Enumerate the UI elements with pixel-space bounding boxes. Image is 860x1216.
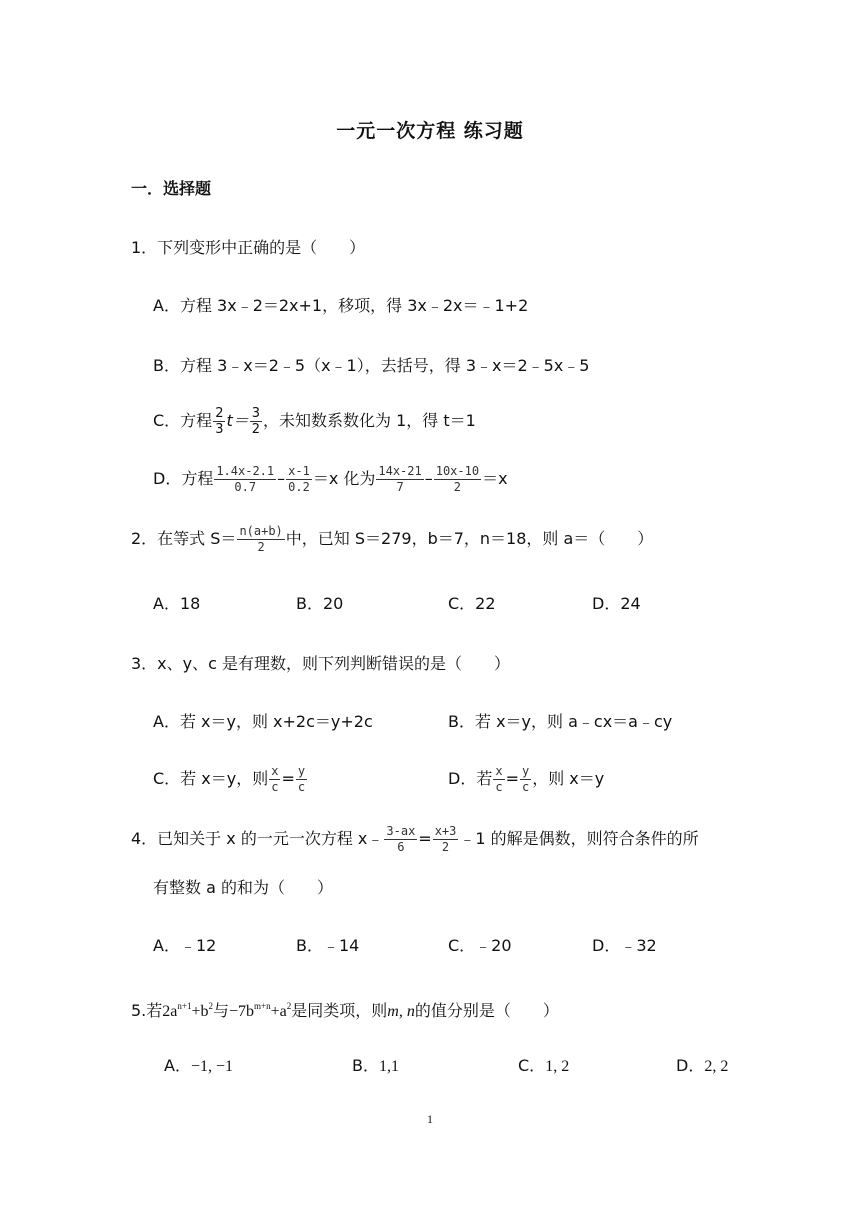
q2-stem-post: 中，已知 S＝279，b＝7，n＝18，则 a＝（ ） [285,529,654,548]
q4-option-b: B．﹣14 [296,936,360,955]
q1-option-c-mid: t＝ [226,411,249,430]
numerator: 2 [215,406,224,421]
option-value: 1,1 [378,1058,399,1075]
q4-stem-post: ﹣1 的解是偶数，则符合条件的所 [459,829,699,848]
q3-option-d-pre: D．若 [448,769,493,788]
exponent: m+n [254,1001,271,1011]
q4-option-d: D．﹣32 [592,936,657,955]
option-label: C． [518,1056,546,1075]
option-value: 1, 2 [545,1058,570,1075]
numerator: x+3 [434,824,457,838]
q5-vars: m, n [387,1003,415,1020]
q2-option-a: A．18 [153,594,201,613]
q1-d-fraction-3 [376,464,423,495]
page-title: 一元一次方程 练习题 [336,120,524,142]
denominator: 6 [397,840,405,854]
q2-option-b: B．20 [296,594,344,613]
numerator: 3 [251,406,261,421]
q4-fraction-1 [384,824,417,855]
q3-option-d: D．若 $\frac{x}{c}$ = $\frac{y}{c}$ ，则 x＝y [448,764,605,794]
numerator: x-1 [288,464,310,478]
denominator: c [495,780,503,794]
page-number: 1 [427,1112,433,1126]
option-label: A． [164,1056,191,1075]
numerator: 3-ax [386,824,416,838]
denominator: c [297,780,306,794]
q1-option-a-label: A．方程 [153,296,212,315]
q1-option-c-tail: ，未知数系数化为 1，得 t＝1 [263,411,476,430]
q4-fraction-2 [433,824,459,855]
q1-c-fraction-1 [213,406,225,437]
q1-option-a-text: 3x﹣2＝2x+1，移项，得 3x﹣2x＝﹣1+2 [217,296,529,315]
q4-stem: 4．已知关于 x 的一元一次方程 x﹣ $\frac{3-ax}{6}$ = $\frac{x+3}{2}$ ﹣1 的解是偶数，则符合条件的所 [131,824,699,854]
denominator: 7 [396,480,404,494]
q1-stem: 1．下列变形中正确的是（ ） [131,238,366,257]
denominator: c [521,780,530,794]
q3-option-a: A．若 x＝y，则 x+2c＝y+2c [153,712,373,731]
numerator: 1.4x-2.1 [216,464,275,478]
q1-option-b-label: B．方程 [153,356,212,375]
q5-stem-post1: 是同类项，则 [291,1001,388,1020]
q1-option-c-label: C．方程 [153,411,213,430]
q3-option-d-post: ，则 x＝y [532,769,605,788]
denominator: 0.7 [234,480,257,494]
q1-option-d-label: D．方程 [153,469,214,488]
denominator: 0.2 [288,480,310,494]
q5-option-c [518,1054,569,1079]
section-heading: 一．选择题 [131,179,212,198]
q1-option-b [153,354,589,378]
q5-option-d [676,1054,728,1079]
q1-option-b-text: 3﹣x＝2﹣5（x﹣1），去括号，得 3﹣x＝2﹣5x﹣5 [217,356,590,375]
q1-d-fraction-2 [286,464,312,495]
term: 2a [162,1003,178,1020]
denominator: 2 [251,422,261,437]
denominator: 2 [257,540,265,554]
q4-option-a: A．﹣12 [153,936,217,955]
q1-c-fraction-2 [250,406,262,437]
option-label: B． [352,1056,379,1075]
denominator: 3 [215,422,224,437]
q2-fraction [237,524,284,555]
denominator: 2 [453,480,462,494]
q5-stem-pre: 5.若 [131,1001,163,1020]
q1-d-fraction-1 [214,464,276,495]
q1-option-a [153,294,528,318]
q3-option-c-pre: C．若 x＝y，则 [153,769,269,788]
q5-stem [131,994,559,1024]
q5-term-2 [229,1003,291,1020]
numerator: y [521,764,530,778]
q3-option-c: C．若 x＝y，则 $\frac{x}{c}$ = $\frac{y}{c}$ [153,764,306,794]
term: +a [270,1003,287,1020]
numerator: y [297,764,306,778]
q3-c-fraction-2 [296,764,307,795]
term: +b [191,1003,209,1020]
q1-d-fraction-4 [434,464,481,495]
q1-option-c [153,406,476,437]
q3-option-b: B．若 x＝y，则 a﹣cx＝a﹣cy [448,712,673,731]
q4-option-c: C．﹣20 [448,936,512,955]
numerator: 14x-21 [378,464,422,478]
q3-d-fraction-2 [520,764,531,795]
q2-stem [131,524,653,555]
q3-d-fraction-1 [493,764,504,795]
q5-stem-post2: 的值分别是（ ） [414,1001,559,1020]
numerator: x [271,764,279,778]
q4-stem-pre: 4．已知关于 x 的一元一次方程 x﹣ [131,829,384,848]
q2-option-d: D．24 [592,594,641,613]
option-value: −1, −1 [190,1058,233,1075]
exponent: 2 [208,1001,213,1011]
denominator: c [271,780,279,794]
numerator: x [495,764,503,778]
option-label: D． [676,1056,705,1075]
q5-option-a [164,1054,233,1079]
q5-option-b [352,1054,399,1079]
q3-c-fraction-1 [269,764,280,795]
q2-option-c: C．22 [448,594,496,613]
option-value: 2, 2 [704,1058,729,1075]
term: −7b [229,1003,255,1020]
numerator: n(a+b) [239,524,283,538]
q3-stem: 3．x、y、c 是有理数，则下列判断错误的是（ ） [131,654,511,673]
exponent: 2 [286,1001,292,1011]
q1-option-d-tail: ＝x [482,469,508,488]
q2-stem-pre: 2．在等式 S＝ [131,529,237,548]
q1-option-d-mid: ＝x 化为 [312,469,376,488]
q4-stem-line2: 有整数 a 的和为（ ） [153,878,333,897]
q1-option-d: D．方程 $\frac{1.4x-2.1}{0.7}$ – $\frac{x-1}{0.2}$ ＝x 化为 $\frac{14x-21}{7}$ – $\frac{10x-10}{2}$ ＝x [153,464,508,494]
q5-stem-mid: 与 [213,1001,230,1020]
q5-term-1 [162,1003,213,1020]
denominator: 2 [441,840,450,854]
exponent: n+1 [177,1001,192,1011]
numerator: 10x-10 [435,464,480,478]
